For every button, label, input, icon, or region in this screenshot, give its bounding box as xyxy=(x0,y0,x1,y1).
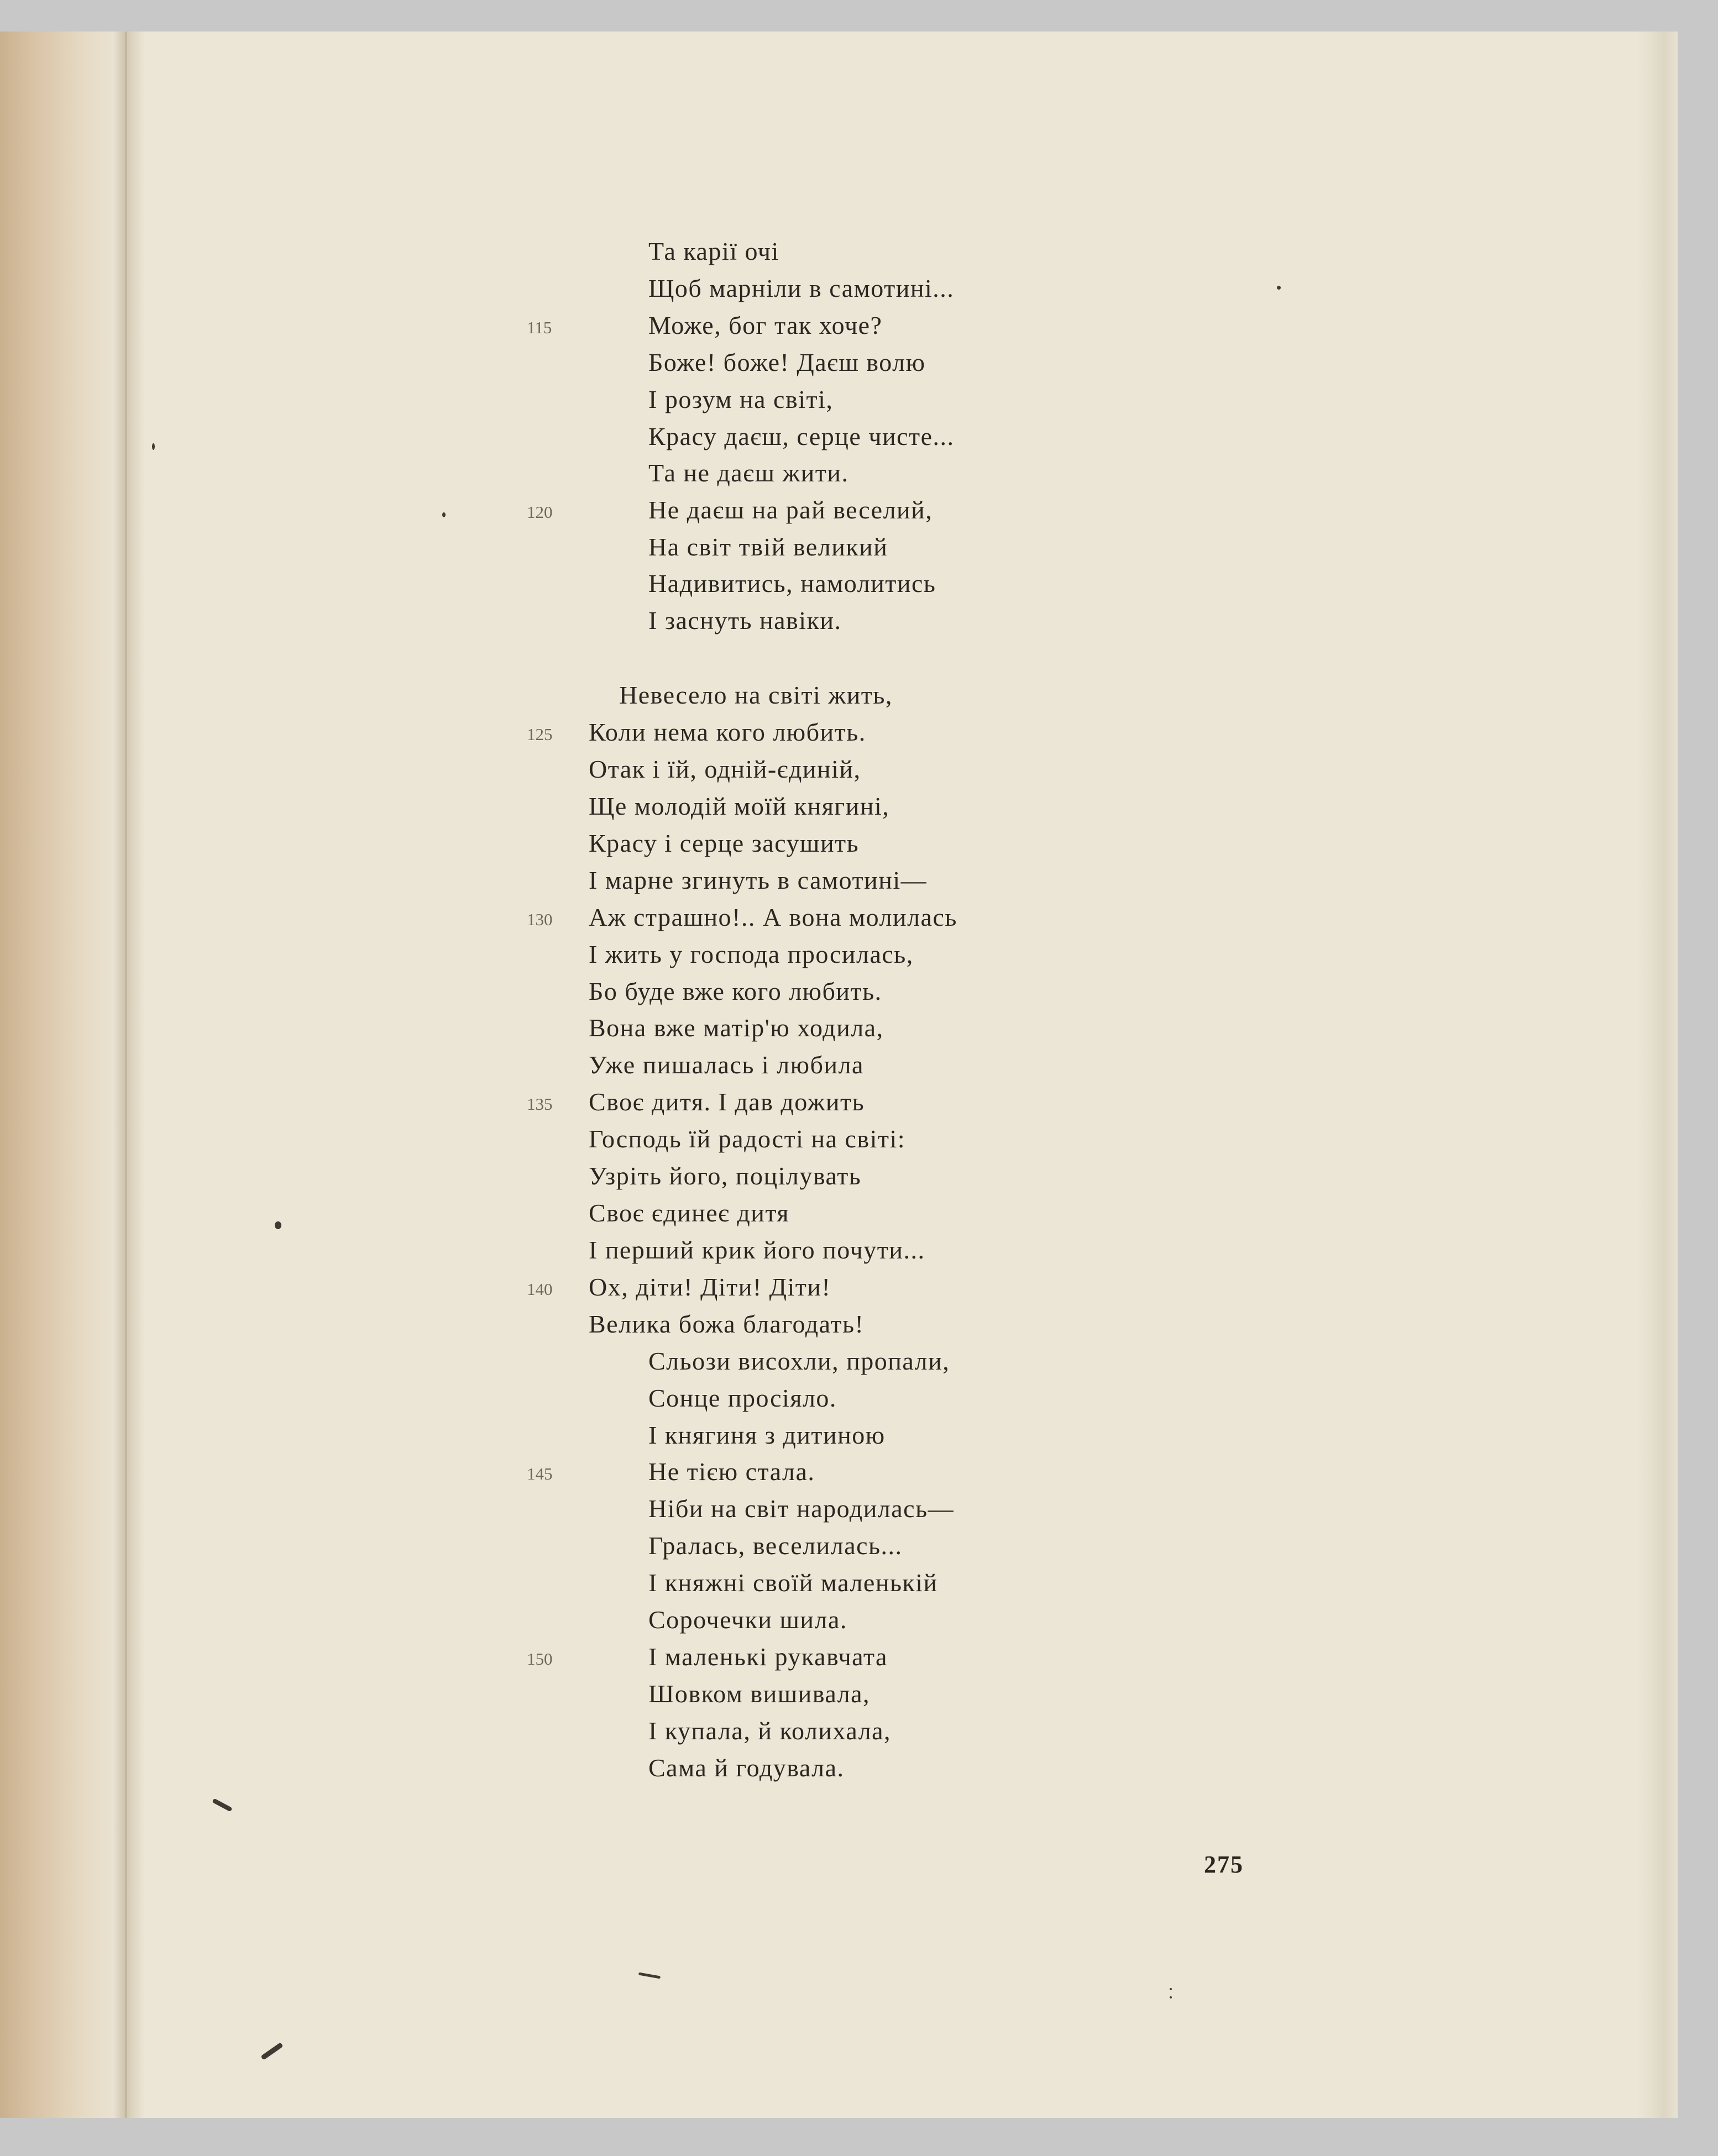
verse-line: Своє дитя. І дав дожить xyxy=(589,1088,865,1116)
line-number: 115 xyxy=(527,318,552,337)
verse-line: Сорочечки шила. xyxy=(648,1606,847,1634)
verse-line: І жить у господа просилась, xyxy=(589,940,914,968)
line-number: 145 xyxy=(527,1464,553,1483)
paper-speck xyxy=(1170,1988,1172,1990)
verse-line: Шовком вишивала, xyxy=(648,1680,871,1708)
verse-line: Ще молодій моїй княгині, xyxy=(589,792,890,820)
verse-line: Може, бог так хоче? xyxy=(648,311,883,339)
paper-speck xyxy=(212,1798,232,1812)
verse-line: Сонце просіяло. xyxy=(648,1384,837,1412)
verse-line: Красу даєш, серце чисте... xyxy=(648,422,955,450)
verse-line: Уже пишалась і любила xyxy=(589,1051,864,1079)
verse-line: Не даєш на рай веселий, xyxy=(648,496,933,524)
verse-line: Красу і серце засушить xyxy=(589,829,860,857)
line-number: 140 xyxy=(527,1279,553,1299)
verse-line: Господь їй радості на світі: xyxy=(589,1125,906,1153)
verse-line: Коли нема кого любить. xyxy=(589,718,866,746)
paper-speck xyxy=(1277,286,1281,290)
verse-line: Вона вже матір'ю ходила, xyxy=(589,1014,884,1042)
paper-speck xyxy=(638,1973,661,1979)
verse-line: Сльози висохли, пропали, xyxy=(648,1347,950,1375)
verse-line: Узріть його, поцілувать xyxy=(589,1162,862,1190)
verse-line: І княжні своїй маленькій xyxy=(648,1569,938,1597)
verse-line: Велика божа благодать! xyxy=(589,1310,865,1338)
verse-line: Гралась, веселилась... xyxy=(648,1531,903,1560)
paper-speck xyxy=(260,2042,283,2060)
verse-line: Боже! боже! Даєш волю xyxy=(648,348,926,376)
verse-line: Аж страшно!.. А вона молилась xyxy=(589,903,957,931)
verse-line: Невесело на світі жить, xyxy=(619,681,893,709)
book-page xyxy=(0,32,1678,2118)
verse-line: Ніби на світ народилась— xyxy=(648,1494,955,1523)
paper-speck xyxy=(152,443,155,450)
verse-line: Та карії очі xyxy=(648,237,779,265)
verse-line: І заснуть навіки. xyxy=(648,606,842,634)
line-number: 125 xyxy=(527,725,553,744)
paper-speck xyxy=(275,1221,281,1229)
verse-line: І княгиня з дитиною xyxy=(648,1421,886,1449)
verse-line: І маленькі рукавчата xyxy=(648,1643,888,1671)
paper-speck xyxy=(1170,1996,1172,1998)
verse-line: Сама й годувала. xyxy=(648,1754,845,1782)
verse-line: І перший крик його почути... xyxy=(589,1236,925,1264)
verse-line: Бо буде вже кого любить. xyxy=(589,977,882,1005)
verse-line: Отак і їй, одній-єдиній, xyxy=(589,755,861,783)
verse-line: І купала, й колихала, xyxy=(648,1717,892,1745)
verse-line: Не тією стала. xyxy=(648,1457,815,1486)
line-number: 135 xyxy=(527,1094,553,1114)
verse-line: Щоб марніли в самотині... xyxy=(648,274,955,302)
verse-line: Своє єдинеє дитя xyxy=(589,1199,790,1227)
verse-line: Ох, діти! Діти! Діти! xyxy=(589,1273,831,1301)
line-number: 150 xyxy=(527,1649,553,1669)
line-number: 120 xyxy=(527,502,553,522)
verse-line: І марне згинуть в самотині— xyxy=(589,866,928,894)
verse-line: Надивитись, намолитись xyxy=(648,569,936,597)
verse-line: І розум на світі, xyxy=(648,385,834,413)
verse-line: Та не даєш жити. xyxy=(648,459,849,487)
verse-line: На світ твій великий xyxy=(648,533,888,561)
line-number: 130 xyxy=(527,910,553,929)
paper-speck xyxy=(442,512,446,517)
page-number: 275 xyxy=(1204,1851,1244,1878)
